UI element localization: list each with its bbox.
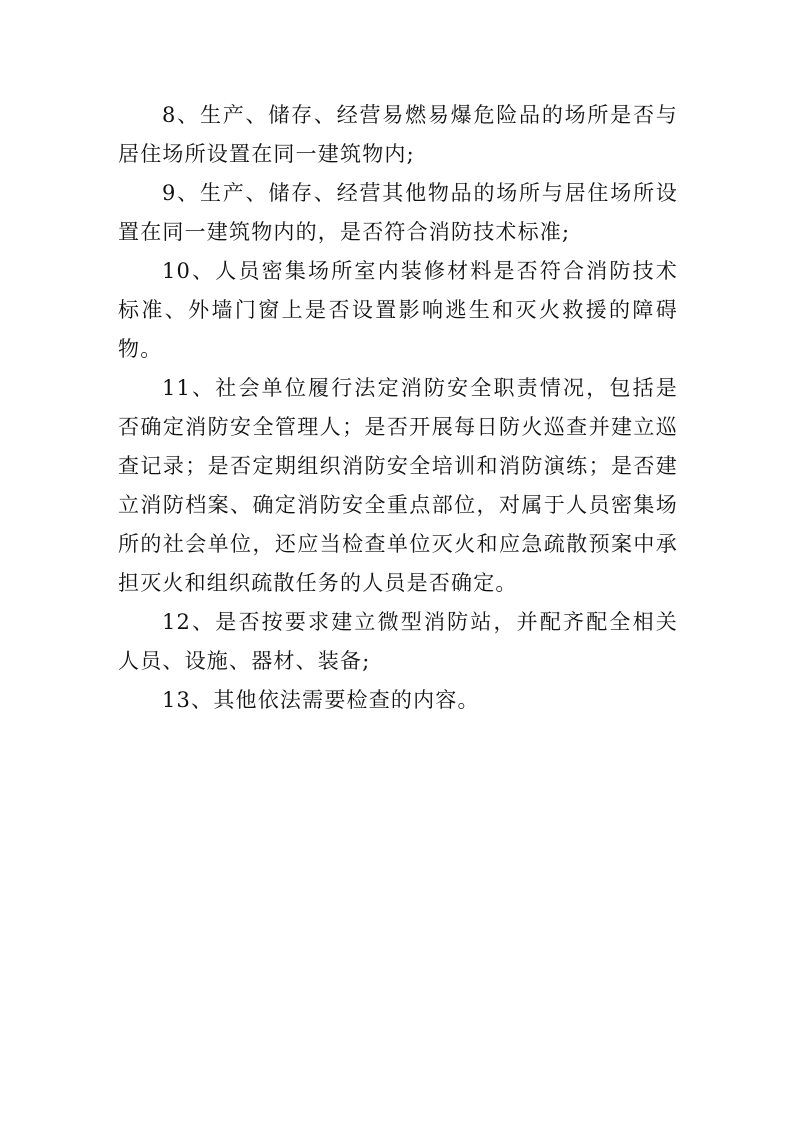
paragraph-item-8: 8、生产、储存、经营易燃易爆危险品的场所是否与居住场所设置在同一建筑物内; (118, 103, 678, 166)
paragraph-item-9: 9、生产、储存、经营其他物品的场所与居住场所设置在同一建筑物内的，是否符合消防技术标准; (118, 181, 678, 244)
paragraph-item-11: 11、社会单位履行法定消防安全职责情况，包括是否确定消防安全管理人；是否开展每日防火巡查并建立巡查记录；是否定期组织消防安全培训和消防演练；是否建立消防档案、确定消防安全重点部位，对属于人员密集场所的社会单位，还应当检查单位灭火和应急疏散预案中承担灭火和组织疏散任务的人员是否确定。 (118, 376, 678, 595)
paragraph-item-10: 10、人员密集场所室内装修材料是否符合消防技术标准、外墙门窗上是否设置影响逃生和灭火救援的障碍物。 (118, 259, 678, 361)
paragraph-item-13: 13、其他依法需要检查的内容。 (162, 688, 480, 712)
document-page (118, 96, 678, 720)
paragraph-item-12: 12、是否按要求建立微型消防站，并配齐配全相关人员、设施、器材、装备; (118, 610, 678, 673)
